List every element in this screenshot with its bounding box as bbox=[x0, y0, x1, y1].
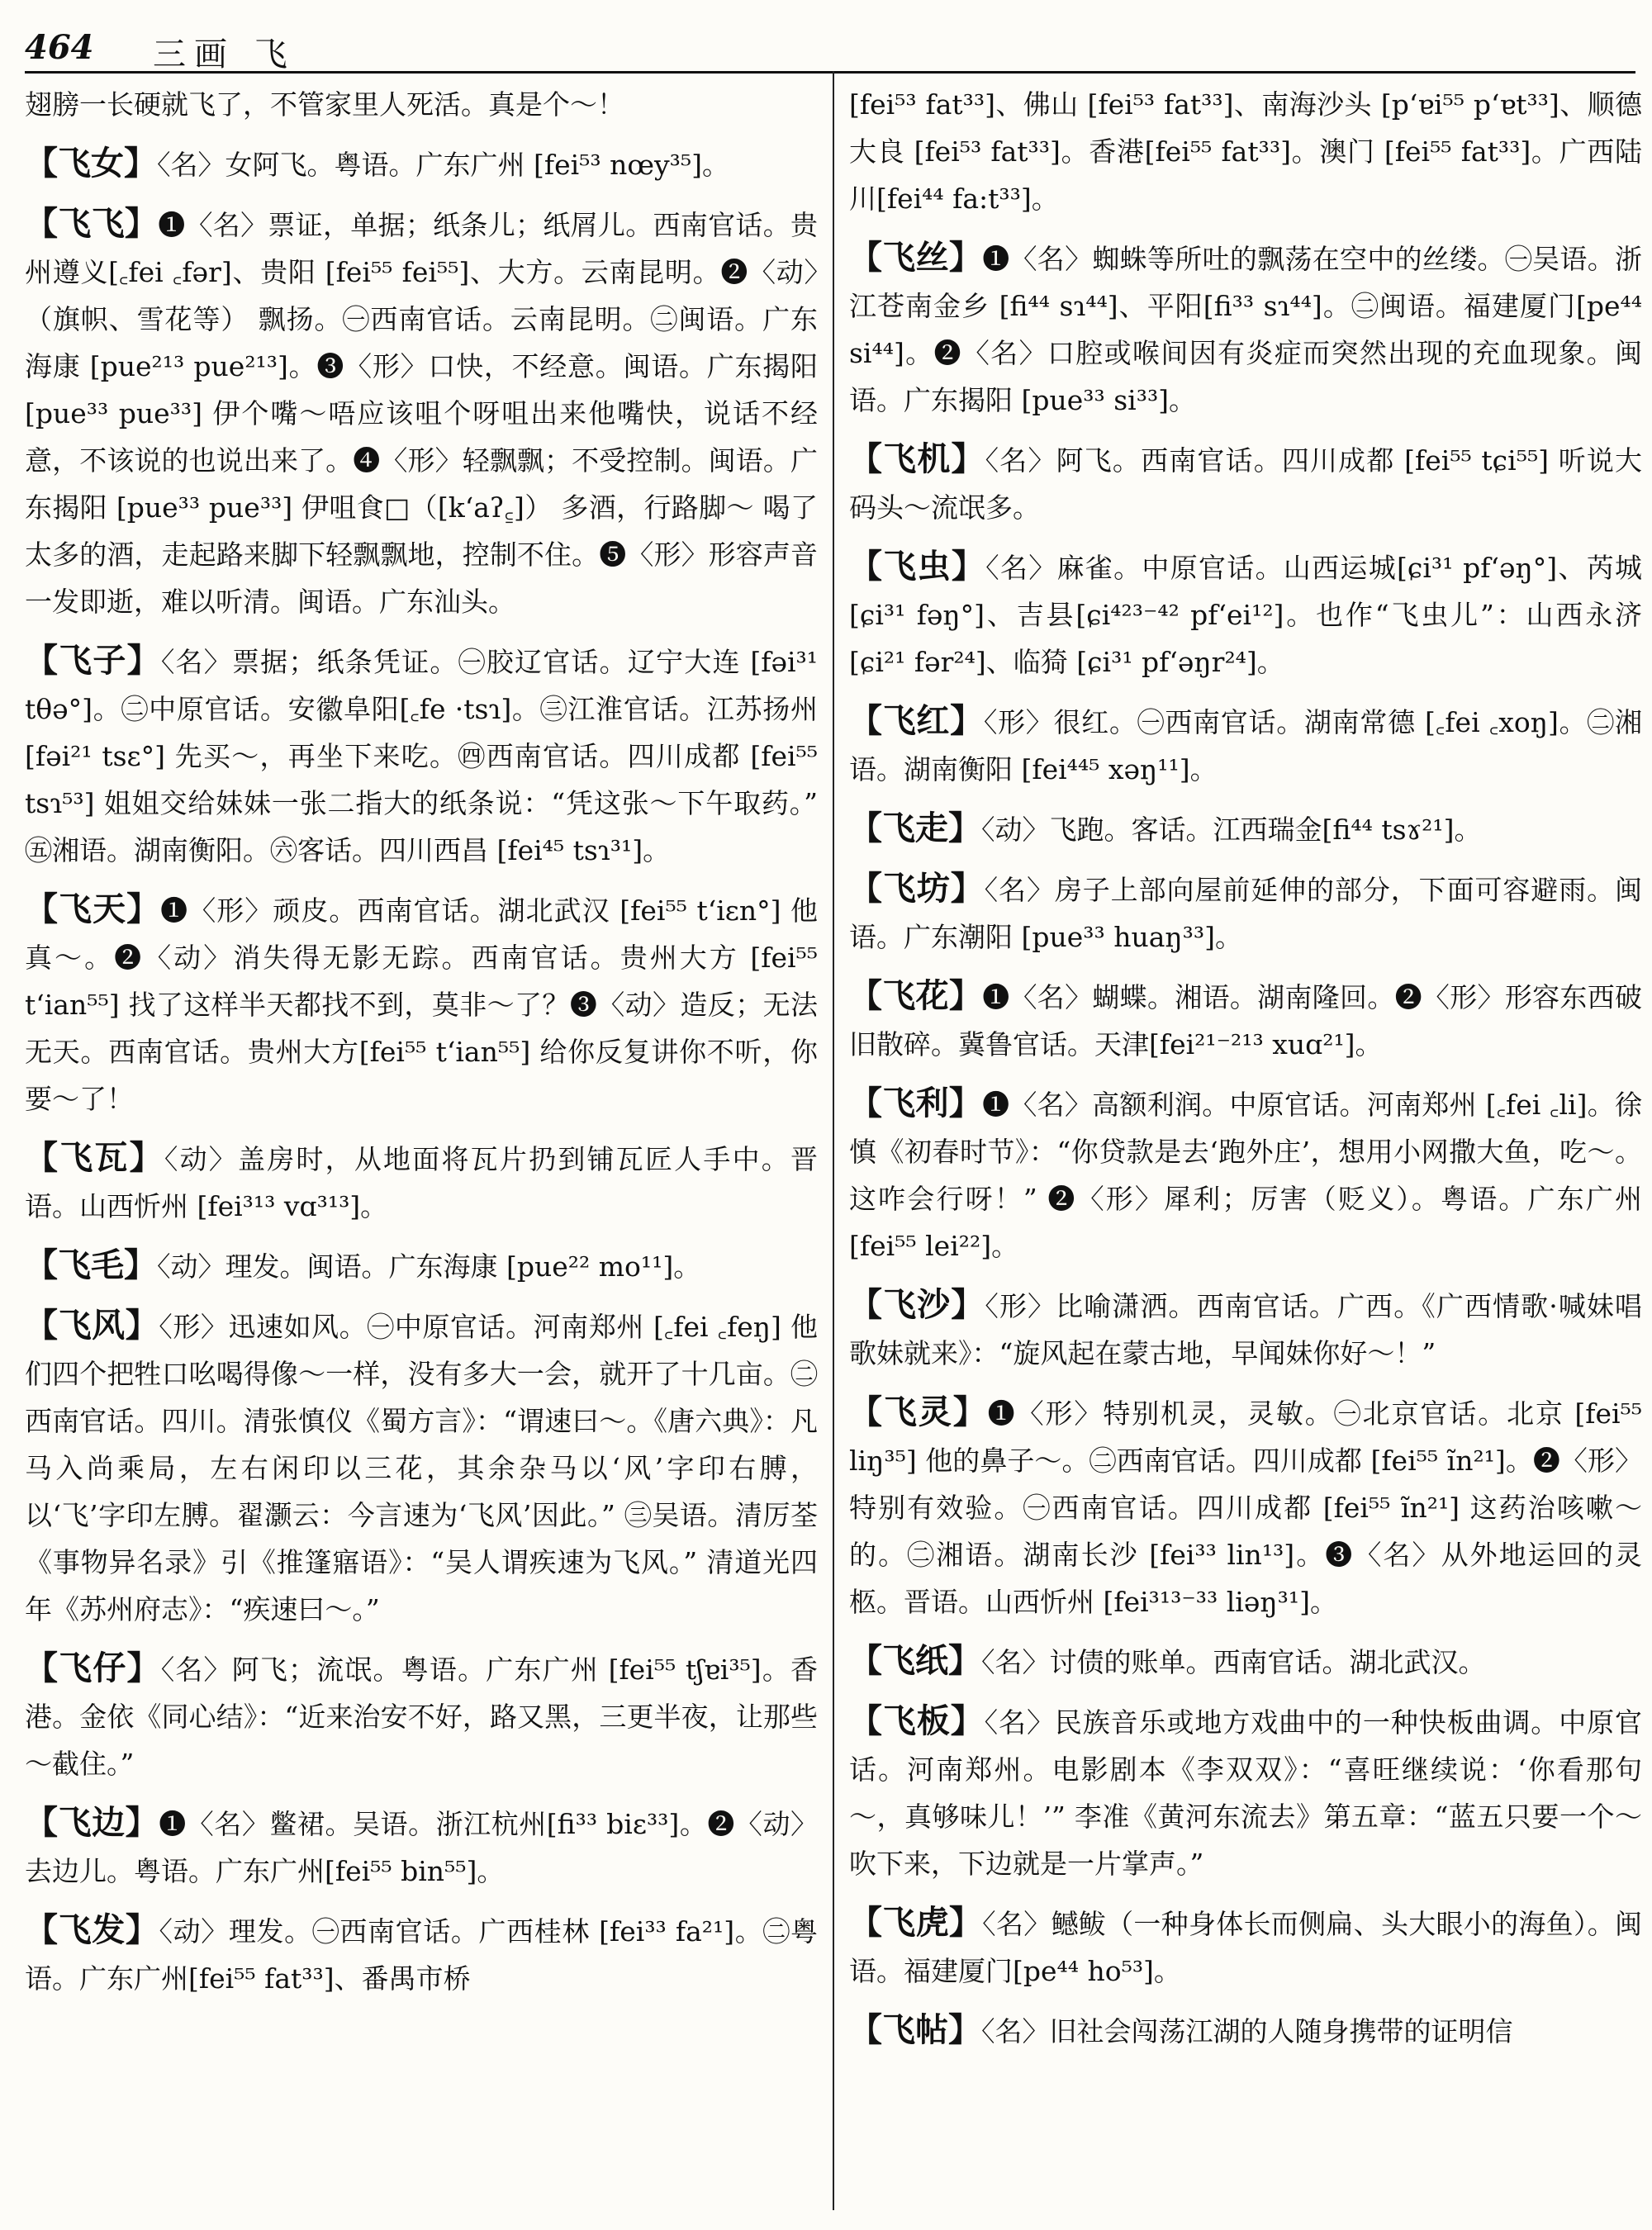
headword: 【飞灵】 bbox=[849, 1393, 988, 1431]
entry bbox=[849, 1697, 1642, 1887]
headword: 【飞发】 bbox=[25, 1910, 159, 1949]
headword: 【飞天】 bbox=[25, 890, 161, 928]
definition: ❶〈名〉蜘蛛等所吐的飘荡在空中的丝缕。㊀吴语。浙江苍南金乡 [fi⁴⁴ sɿ⁴⁴]、平阳[fi³³ sɿ⁴⁴]。㊁闽语。福建厦门[pe⁴⁴ si⁴⁴]。❷〈名〉口腔或喉间因有炎症而突然出现的充血现象。闽语。广东揭阳 [pue³³ si³³]。 bbox=[849, 243, 1642, 416]
headword: 【飞丝】 bbox=[849, 238, 983, 277]
definition: 〈名〉民族音乐或地方戏曲中的一种快板曲调。中原官话。河南郑州。电影剧本《李双双》：“喜旺继续说：‘你看那句～，真够味儿！’” 李准《黄河东流去》第五章：“蓝五只要一个～吹下来，下边就是一片掌声。” bbox=[849, 1706, 1642, 1880]
entry bbox=[849, 697, 1642, 793]
definition: ❶〈形〉特别机灵，灵敏。㊀北京官话。北京 [fei⁵⁵ liŋ³⁵] 他的鼻子～。㊁西南官话。四川成都 [fei⁵⁵ ĩn²¹]。❷〈形〉特别有效验。㊀西南官话。四川成都 [fei⁵⁵ ĩn²¹] 这药治咳嗽～的。㊁湘语。湖南长沙 [fei³³ lin¹³]。❸〈名〉从外地运回的灵柩。晋语。山西忻州 [fei³¹³⁻³³ liəŋ³¹]。 bbox=[849, 1397, 1642, 1618]
entry bbox=[849, 234, 1642, 424]
entry bbox=[849, 972, 1642, 1068]
definition: 〈名〉女阿飞。粤语。广东广州 [fei⁵³ nœy³⁵]。 bbox=[157, 149, 729, 181]
entry bbox=[849, 1637, 1642, 1686]
headword: 【飞利】 bbox=[849, 1084, 983, 1122]
left-column bbox=[25, 81, 818, 2220]
entry bbox=[25, 1906, 818, 2002]
entry bbox=[25, 1302, 818, 1633]
headword: 【飞风】 bbox=[25, 1306, 159, 1345]
entry bbox=[25, 1644, 818, 1787]
headword: 【飞边】 bbox=[25, 1803, 159, 1842]
headword: 【飞虎】 bbox=[849, 1903, 983, 1942]
right-column bbox=[849, 81, 1642, 2220]
entry bbox=[25, 885, 818, 1122]
definition: 〈形〉迅速如风。㊀中原官话。河南郑州 [꜀fei ꜀feŋ] 他们四个把牲口吆喝得像～一样，没有多大一会，就开了十几亩。㊁西南官话。四川。清张慎仪《蜀方言》：“谓速曰～。《唐六典》：凡马入尚乘局，左右闲印以三花，其余杂马以‘风’字印右膊，以‘飞’字印左膊。翟灏云：今言速为‘飞风’因此。” ㊂吴语。清厉荃《事物异名录》引《推篷寤语》：“吴人谓疾速为飞风。” 清道光四年《苏州府志》：“疾速曰～。” bbox=[25, 1311, 818, 1625]
entry-continuation: 翅膀一长硬就飞了，不管家里人死活。真是个～！ bbox=[25, 88, 624, 121]
entry bbox=[849, 1079, 1642, 1269]
entry-continuation: [fei⁵³ fat³³]、佛山 [fei⁵³ fat³³]、南海沙头 [pʻɐi⁵⁵ pʻɐt³³]、顺德大良 [fei⁵³ fat³³]。香港[fei⁵⁵ fat³³]。澳门 [fei⁵⁵ fat³³]。广西陆川[fei⁴⁴ fa:t³³]。 bbox=[849, 88, 1642, 215]
headword: 【飞子】 bbox=[25, 641, 161, 680]
headword: 【飞板】 bbox=[849, 1701, 985, 1740]
headword: 【飞飞】 bbox=[25, 204, 159, 243]
entry bbox=[25, 200, 818, 625]
definition: 〈名〉阿飞；流氓。粤语。广东广州 [fei⁵⁵ tʃɐi³⁵]。香港。金依《同心结》：“近来治安不好，路又黑，三更半夜，让那些～截住。” bbox=[25, 1654, 818, 1780]
definition: 〈名〉旧社会闯荡江湖的人随身携带的证明信 bbox=[981, 2015, 1513, 2047]
headword: 【飞走】 bbox=[849, 809, 981, 847]
definition: ❶〈名〉票证，单据；纸条儿；纸屑儿。西南官话。贵州遵义[꜀fei ꜀fər]、贵阳 [fei⁵⁵ fei⁵⁵]、大方。云南昆明。❷〈动〉（旗帜、雪花等） 飘扬。㊀西南官话。云南昆明。㊁闽语。广东海康 [pue²¹³ pue²¹³]。❸〈形〉口快，不经意。闽语。广东揭阳 [pue³³ pue³³] 伊个嘴～唔应该咀个呀咀出来他嘴快，说话不经意，不该说的也说出来了。❹〈形〉轻飘飘；不受控制。闽语。广东揭阳 [pue³³ pue³³] 伊咀食□（[kʻaʔ꜁]） 多酒，行路脚～ 喝了太多的酒，走起路来脚下轻飘飘地，控制不住。❺〈形〉形容声音一发即逝，难以听清。闽语。广东汕头。 bbox=[25, 209, 818, 618]
definition: ❶〈形〉顽皮。西南官话。湖北武汉 [fei⁵⁵ tʻiɛn°] 他真～。❷〈动〉消失得无影无踪。西南官话。贵州大方 [fei⁵⁵ tʻian⁵⁵] 找了这样半天都找不到，莫非～了？❸〈动〉造反；无法无天。西南官话。贵州大方[fei⁵⁵ tʻian⁵⁵] 给你反复讲你不听，你要～了！ bbox=[25, 894, 818, 1115]
entry bbox=[849, 1899, 1642, 1995]
headword: 【飞帖】 bbox=[849, 2010, 981, 2049]
entry bbox=[849, 804, 1642, 853]
entry bbox=[849, 865, 1642, 961]
page-number: 464 bbox=[25, 28, 94, 67]
definition: 〈动〉理发。㊀西南官话。广西桂林 [fei³³ fa²¹]。㊁粤语。广东广州[fei⁵⁵ fat³³]、番禺市桥 bbox=[25, 1915, 818, 1995]
definition: 〈动〉飞跑。客话。江西瑞金[fi⁴⁴ tsɤ²¹]。 bbox=[981, 814, 1482, 846]
entry bbox=[25, 1241, 818, 1290]
headword: 【飞仔】 bbox=[25, 1649, 161, 1687]
definition: 〈形〉很红。㊀西南官话。湖南常德 [꜀fei ꜀xoŋ]。㊁湘语。湖南衡阳 [fei⁴⁴⁵ xəŋ¹¹]。 bbox=[849, 706, 1642, 785]
headword: 【飞虫】 bbox=[849, 547, 986, 586]
definition: 〈形〉比喻潇洒。西南官话。广西。《广西情歌·喊妹唱歌妹就来》：“旋风起在蒙古地，早闻妹你好～！” bbox=[849, 1290, 1642, 1369]
entry bbox=[849, 543, 1642, 686]
definition: ❶〈名〉蝴蝶。湘语。湖南隆回。❷〈形〉形容东西破旧散碎。冀鲁官话。天津[fei²¹⁻²¹³ xuɑ²¹]。 bbox=[849, 981, 1642, 1060]
entry bbox=[25, 637, 818, 874]
definition: 〈名〉讨债的账单。西南官话。湖北武汉。 bbox=[981, 1646, 1486, 1678]
definition: 〈名〉鳡鲅（一种身体长而侧扁、头大眼小的海鱼）。闽语。福建厦门[pe⁴⁴ ho⁵³]。 bbox=[849, 1908, 1642, 1987]
definition: ❶〈名〉高额利润。中原官话。河南郑州 [꜀fei ꜀li]。徐慎《初春时节》：“你贷款是去‘跑外庄’，想用小网撒大鱼，吃～。这咋会行呀！” ❷〈形〉犀利；厉害（贬义）。粤语。广东广州[fei⁵⁵ lei²²]。 bbox=[849, 1089, 1642, 1262]
headword: 【飞花】 bbox=[849, 976, 983, 1015]
headword: 【飞机】 bbox=[849, 439, 985, 478]
headword: 【飞红】 bbox=[849, 701, 984, 740]
definition: 〈动〉理发。闽语。广东海康 [pue²² mo¹¹]。 bbox=[157, 1250, 701, 1283]
column-divider bbox=[833, 71, 834, 2210]
definition: 〈名〉房子上部向屋前延伸的部分，下面可容避雨。闽语。广东潮阳 [pue³³ huaŋ³³]。 bbox=[849, 874, 1642, 953]
entry bbox=[849, 1388, 1642, 1625]
page-header bbox=[25, 25, 1635, 74]
headword: 【飞瓦】 bbox=[25, 1138, 164, 1177]
entry bbox=[25, 140, 818, 188]
definition: 〈动〉盖房时，从地面将瓦片扔到铺瓦匠人手中。晋语。山西忻州 [fei³¹³ vɑ³¹³]。 bbox=[25, 1143, 818, 1222]
entry bbox=[849, 435, 1642, 531]
section-title: 三画 飞 bbox=[153, 36, 296, 74]
headword: 【飞毛】 bbox=[25, 1245, 157, 1284]
definition: ❶〈名〉鳖裙。吴语。浙江杭州[fi³³ biɛ³³]。❷〈动〉去边儿。粤语。广东广州[fei⁵⁵ bin⁵⁵]。 bbox=[25, 1808, 818, 1887]
entry bbox=[849, 2006, 1642, 2055]
definition: 〈名〉麻雀。中原官话。山西运城[ɕi³¹ pfʻəŋ°]、芮城[ɕi³¹ fəŋ°]、吉县[ɕi⁴²³⁻⁴² pfʻei¹²]。也作“飞虫儿”：山西永济[ɕi²¹ fər²⁴]、临猗 [ɕi³¹ pfʻəŋr²⁴]。 bbox=[849, 552, 1642, 678]
entry bbox=[849, 1281, 1642, 1377]
definition: 〈名〉票据；纸条凭证。㊀胶辽官话。辽宁大连 [fəi³¹ tθə°]。㊁中原官话。安徽阜阳[꜀fe ·tsɿ]。㊂江淮官话。江苏扬州[fəi²¹ tsɛ°] 先买～，再坐下来吃。㊃西南官话。四川成都 [fei⁵⁵ tsɿ⁵³] 姐姐交给妹妹一张二指大的纸条说：“凭这张～下午取药。” ㊄湘语。湖南衡阳。㊅客话。四川西昌 [fei⁴⁵ tsɿ³¹]。 bbox=[25, 646, 818, 866]
headword: 【飞纸】 bbox=[849, 1641, 981, 1680]
definition: 〈名〉阿飞。西南官话。四川成都 [fei⁵⁵ tɕi⁵⁵] 听说大码头～流氓多。 bbox=[849, 444, 1642, 524]
entry bbox=[25, 1134, 818, 1230]
headword: 【飞女】 bbox=[25, 144, 157, 183]
headword: 【飞坊】 bbox=[849, 869, 985, 908]
entry bbox=[25, 1799, 818, 1895]
headword: 【飞沙】 bbox=[849, 1285, 985, 1324]
